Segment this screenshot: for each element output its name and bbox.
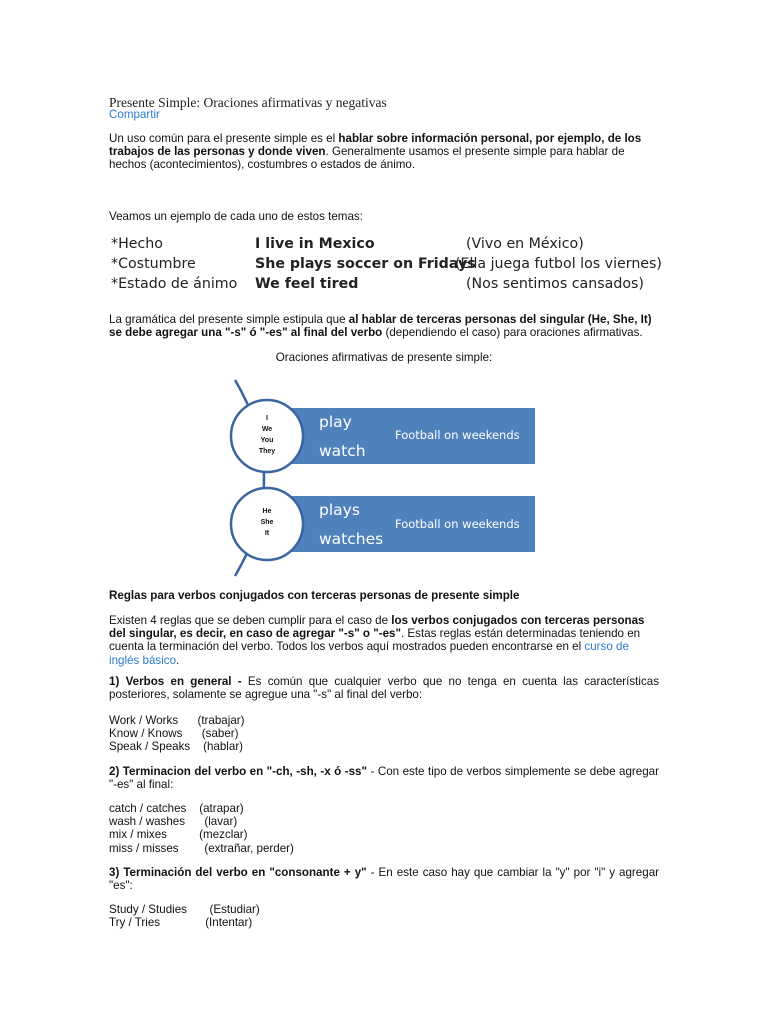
- rule-1-example: Know / Knows (saber): [109, 727, 239, 741]
- pronoun: I: [266, 415, 268, 422]
- rule-3-text: - En este caso hay que cambiar la "y" por "i" y agregar "es":: [109, 866, 659, 893]
- basic-english-course-link[interactable]: curso de inglés básico: [109, 640, 629, 667]
- examples-intro: Veamos un ejemplo de cada uno de estos temas:: [109, 210, 363, 223]
- grammar-text-2: (dependiendo el caso) para oraciones afirmativas.: [382, 326, 643, 340]
- rule-3-example: Try / Tries (Intentar): [109, 916, 253, 930]
- rule-2-example: miss / misses (extrañar, perder): [109, 841, 294, 855]
- pronoun: He: [262, 508, 272, 515]
- verb-object: Football on weekends: [395, 428, 520, 442]
- rule-3-examples: [109, 903, 260, 929]
- rule-1-text: Es común que cualquier verbo que no tenga en cuenta las características posteriores, solamente se agregue una "-s" al final del verbo:: [109, 675, 659, 702]
- rule-3-heading: 3) Terminación del verbo en "consonante + y": [109, 866, 367, 879]
- rule-1-example: Speak / Speaks (hablar): [109, 740, 244, 754]
- intro-bold: hablar sobre información personal, por ejemplo, de los trabajos de las personas y donde viven: [109, 132, 642, 159]
- pronoun: She: [260, 519, 274, 526]
- example-translation: (Nos sentimos cansados): [466, 276, 644, 292]
- rule-1-example: Work / Works (trabajar): [109, 714, 245, 727]
- example-translation: (Vivo en México): [466, 236, 584, 252]
- rule-1: [109, 675, 659, 701]
- rule-3: [109, 866, 659, 892]
- rule-3-example: Study / Studies (Estudiar): [109, 903, 260, 916]
- page-title: Presente Simple: Oraciones afirmativas y negativas: [109, 95, 387, 110]
- rule-2-example: wash / washes (lavar): [109, 815, 238, 829]
- rules-intro: [109, 614, 659, 667]
- rule-1-heading: 1) Verbos en general -: [109, 675, 248, 688]
- rule-2-heading: 2) Terminacion del verbo en "-ch, -sh, -x ó -ss": [109, 765, 367, 778]
- example-sentence: I live in Mexico: [255, 236, 375, 252]
- conjugation-diagram: [225, 378, 540, 578]
- intro-paragraph: [109, 132, 659, 172]
- rules-intro-text-3: .: [176, 653, 180, 667]
- grammar-text-1: La gramática del presente simple estipula que: [109, 313, 349, 326]
- rule-2-example: mix / mixes (mezclar): [109, 828, 248, 842]
- verb: watch: [319, 442, 366, 460]
- rule-2-text: - Con este tipo de verbos simplemente se debe agregar "-es" al final:: [109, 765, 659, 792]
- rules-intro-bold: los verbos conjugados con terceras personas del singular, es decir, en caso de agregar "-s" o "-es": [109, 614, 645, 641]
- pronoun: We: [261, 426, 273, 433]
- pronoun: You: [260, 437, 274, 444]
- rule-2-examples: [109, 802, 294, 855]
- rule-2-example: catch / catches (atrapar): [109, 802, 244, 815]
- rules-heading: Reglas para verbos conjugados con terceras personas de presente simple: [109, 589, 520, 602]
- verb-object: Football on weekends: [395, 517, 520, 531]
- grammar-bold: al hablar de terceras personas del singular (He, She, It) se debe agregar una "-s" ó "-es" al final del verbo: [109, 313, 652, 340]
- intro-text-1: Un uso común para el presente simple es el: [109, 132, 339, 145]
- verb: watches: [319, 530, 384, 548]
- rule-1-examples: [109, 714, 245, 754]
- intro-text-2: . Generalmente usamos el presente simple para hablar de hechos (acontecimientos), costumbres o estados de ánimo.: [109, 145, 625, 172]
- rule-2: [109, 765, 659, 791]
- pronoun: It: [264, 530, 270, 537]
- share-link[interactable]: Compartir: [109, 108, 160, 121]
- example-sentence: She plays soccer on Fridays: [255, 256, 476, 272]
- example-type: *Hecho: [111, 236, 163, 252]
- example-type: *Estado de ánimo: [111, 276, 238, 292]
- example-sentence: We feel tired: [255, 276, 359, 292]
- example-translation: (Ella juega futbol los viernes): [455, 256, 662, 272]
- pronoun: They: [258, 448, 276, 455]
- verb: play: [319, 413, 352, 431]
- grammar-paragraph: [109, 313, 659, 339]
- pronoun-circle-plural: [231, 400, 303, 472]
- diagram-caption: Oraciones afirmativas de presente simple:: [275, 351, 493, 364]
- verb: plays: [319, 501, 360, 519]
- rules-intro-text-2: . Estas reglas están determinadas teniendo en cuenta la terminación del verbo. Todos los verbos aquí mostrados pueden encontrarse en el: [109, 627, 641, 654]
- example-type: *Costumbre: [111, 256, 196, 272]
- rules-intro-text-1: Existen 4 reglas que se deben cumplir para el caso de: [109, 614, 392, 627]
